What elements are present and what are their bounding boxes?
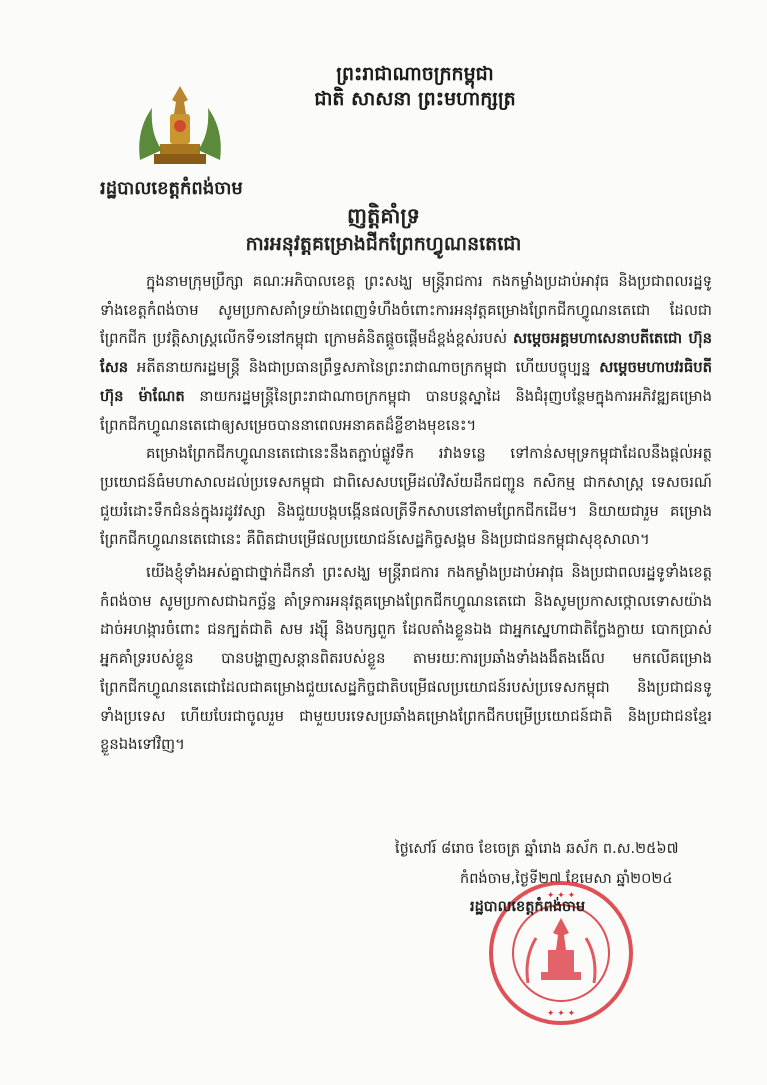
signatory-office: រដ្ឋបាលខេត្តកំពង់ចាម xyxy=(470,899,586,915)
kingdom-title: ព្រះរាជាណាចក្រកម្ពុជា xyxy=(336,63,494,85)
royal-emblem-icon xyxy=(130,80,230,170)
document-subtitle: ការអនុវត្តគម្រោងជីកព្រែកហ្វូណនតេជោ xyxy=(245,233,522,255)
paragraph-1 xyxy=(100,268,712,440)
kingdom-heading xyxy=(290,62,540,112)
paragraph-1-part-b: អតីតនាយករដ្ឋមន្ត្រី និងជាប្រធានព្រឹទ្ធសភានៃព្រះរាជាណាចក្រកម្ពុជា ហើយបច្ចុប្បន្ន xyxy=(128,359,600,377)
svg-text:✦ ✦ ✦: ✦ ✦ ✦ xyxy=(546,1009,576,1019)
bold-name-2: សម្តេចមហាបវរធិបតី ហ៊ុន ម៉ាណែត xyxy=(100,359,712,405)
paragraph-1-part-a: ក្នុងនាមក្រុមប្រឹក្សា គណៈអភិបាលខេត្ត ព្រះសង្ឃ មន្ត្រីរាជការ កងកម្លាំងប្រដាប់អាវុធ និងប្រជាពលរដ្ឋទូទាំងខេត្តកំពង់ចាម សូមប្រកាសគាំទ្រយ៉ាងពេញទំហឹងចំពោះការអនុវត្តគម្រោងព្រែកជីកហ្វូណនតេជោ ដែលជាព្រែកជីក ប្រវត្តិសាស្ត្រលើកទី១នៅកម្ពុជា ក្រោមគំនិតផ្តួចផ្តើមដ៏ខ្ពង់ខ្ពស់របស់ xyxy=(100,273,712,348)
paragraph-1-part-c: នាយករដ្ឋមន្ត្រីនៃព្រះរាជាណាចក្រកម្ពុជា បានបន្តស្នាដៃ និងជំរុញបន្ថែមក្នុងការអភិវឌ្ឍគម្រោងព្រែកជីកហ្វូណនតេជោឲ្យសម្រេចបាននាពេលអនាគតដ៏ខ្លីខាងមុខនេះ។ xyxy=(100,387,713,434)
lunar-date: ថ្ងៃសៅរ៍ ៨រោច ខែចេត្រ ឆ្នាំរោង ឆស័ក ព.ស.២៥៦៧ xyxy=(395,841,679,857)
issuing-authority: រដ្ឋបាលខេត្តកំពង់ចាម xyxy=(100,178,243,199)
national-motto: ជាតិ សាសនា ព្រះមហាក្សត្រ xyxy=(314,88,516,110)
paragraph-2: គម្រោងព្រែកជីកហ្វូណនតេជោនេះនឹងតភ្ជាប់ផ្លូវទឹក រវាងទន្លេ ទៅកាន់សមុទ្រកម្ពុជាដែលនឹងផ្តល់អត្ថប្រយោជន៍ធំមហាសាលដល់ប្រទេសកម្ពុជា ជាពិសេសបម្រើដល់វិស័យដឹកជញ្ជូន កសិកម្ម ជាកសាស្ត្រ ទេសចរណ៍ ជួយរំដោះទឹកជំនន់ក្នុងរដូវវស្សា និងជួយបង្កបង្កើនផលត្រីទឹកសាបនៅតាមព្រែកជីកដើម។ និយាយជារួម គម្រោងព្រែកជីកហ្វូណនតេជោនេះ គឺពិតជាបម្រើផលប្រយោជន៍សេដ្ឋកិច្ចសង្គម និងប្រជាជនកម្ពុជាសុខុសាលា។ xyxy=(100,445,712,549)
paragraph-3: យើងខ្ញុំទាំងអស់គ្នាជាថ្នាក់ដឹកនាំ ព្រះសង្ឃ មន្ត្រីរាជការ កងកម្លាំងប្រដាប់អាវុធ និងប្រជាពលរដ្ឋទូទាំងខេត្តកំពង់ចាម សូមប្រកាសជាឯកច្ឆ័ន្ទ គាំទ្រការអនុវត្តគម្រោងព្រែកជីកហ្វូណនតេជោ និងសូមប្រកាសថ្កោលទោសយ៉ាងដាច់អហង្ការចំពោះ ជនក្បត់ជាតិ សម រង្ស៊ី និងបក្សពួក ដែលតាំងខ្លួនឯង ជាអ្នកស្នេហាជាតិក្លែងក្លាយ បោកប្រាស់អ្នកគាំទ្ររបស់ខ្លួន បានបង្ហាញសន្តានពិតរបស់ខ្លួន តាមរយៈការប្រឆាំងទាំងងងឹតងងើល មកលើគម្រោងព្រែកជីកហ្វូណនតេជោដែលជាគម្រោងជួយសេដ្ឋកិច្ចជាតិបម្រើផលប្រយោជន៍របស់ប្រទេសកម្ពុជា និងប្រជាជនទូទាំងប្រទេស ហើយបែរជាចូលរួម ជាមួយបរទេសប្រឆាំងគម្រោងព្រែកជីកបម្រើប្រយោជន៍ជាតិ និងប្រជាជនខ្មែរខ្លួនឯងទៅវិញ។ xyxy=(100,564,712,754)
document-title: ញត្តិគាំទ្រ xyxy=(347,204,420,228)
svg-text:✦ ✦ ✦: ✦ ✦ ✦ xyxy=(546,891,576,901)
place-date: កំពង់ចាម,ថ្ងៃទី២៧ ខែមេសា ឆ្នាំ២០២៤ xyxy=(460,871,673,887)
bold-name-1: សម្តេចអគ្គមហាសេនាបតីតេជោ ហ៊ុន សែន xyxy=(100,330,713,377)
document-body xyxy=(100,268,712,760)
